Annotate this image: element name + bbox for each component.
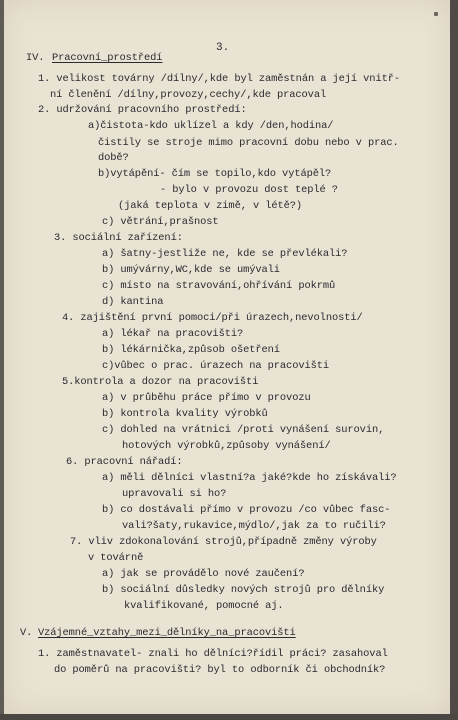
list-item: b) sociální důsledky nových strojů pro dělníky [102,584,385,596]
list-item: c) dohled na vrátnici /proti vynášení surovin, [102,424,385,436]
list-item: 3. sociální zařízení: [54,232,183,244]
list-item: c)vůbec o prac. úrazech na pracovišti [102,360,330,372]
page-edge-bottom [0,714,458,720]
list-item: vali?šaty,rukavice,mýdlo/,jak za to ručili? [122,520,386,532]
list-item: a) v průběhu práce přímo v provozu [102,392,311,404]
list-item: kvalifikované, pomocné aj. [124,600,284,612]
list-item: c) místo na stravování,ohřívání pokrmů [102,280,336,292]
page-edge-right [450,0,458,720]
list-item: b)vytápění- čím se topilo,kdo vytápěl? [98,168,332,180]
list-item: d) kantina [102,296,164,308]
list-item: ní členění /dílny,provozy,cechy/,kde pracoval [50,89,327,101]
list-item: c) větrání,prašnost [102,216,219,228]
list-item: a) lékař na pracovišti? [102,328,244,340]
list-item: hotových výrobků,způsoby vynášení/ [122,440,331,452]
list-item: a) měli dělníci vlastní?a jaké?kde ho získávali? [102,472,397,484]
list-item: b) umývárny,WC,kde se umývali [102,264,280,276]
corner-mark [434,12,438,16]
list-item: 5.kontrola a dozor na pracovišti [62,376,259,388]
list-item: 4. zajištění první pomoci/při úrazech,nevolnosti/ [62,312,363,324]
list-item: a) jak se provádělo nové zaučení? [102,568,305,580]
page-number: 3. [216,42,230,54]
list-item: b) co dostávali přímo v provozu /co vůbec fasc- [102,504,391,516]
list-item: době? [98,152,129,164]
section-iv-numeral: IV. [26,52,45,64]
list-item: čistily se stroje mimo pracovní dobu nebo v prac. [98,137,399,149]
list-item: b) kontrola kvality výrobků [102,408,268,420]
list-item: 6. pracovní nářadí: [66,456,183,468]
list-item: a) šatny-jestliže ne, kde se převlékali? [102,248,348,260]
section-v-title: Vzájemné_vztahy_mezi_dělníky_na_pracovišti [38,627,296,639]
list-item: 1. zaměstnavatel- znali ho dělníci?řídil práci? zasahoval [38,648,388,660]
list-item: do poměrů na pracovišti? byl to odborník či obchodník? [54,664,386,676]
list-item: b) lékárnička,způsob ošetření [102,344,280,356]
list-item: upravovali si ho? [122,488,227,500]
list-item: 1. velikost továrny /dílny/,kde byl zaměstnán a její vnitř- [38,73,400,85]
list-item: 2. udržování pracovního prostředí: [38,104,247,116]
section-v-numeral: V. [20,627,33,639]
list-item: - bylo v provozu dost teplé ? [160,184,338,196]
list-item: v továrně [88,552,144,564]
list-item: a)čistota-kdo uklízel a kdy /den,hodina/ [88,120,334,132]
section-iv-title: Pracovní_prostředí [52,52,163,64]
document-page [4,0,450,714]
list-item: (jaká teplota v zimě, v létě?) [118,200,303,212]
list-item: 7. vliv zdokonalování strojů,případně změny výroby [70,536,377,548]
